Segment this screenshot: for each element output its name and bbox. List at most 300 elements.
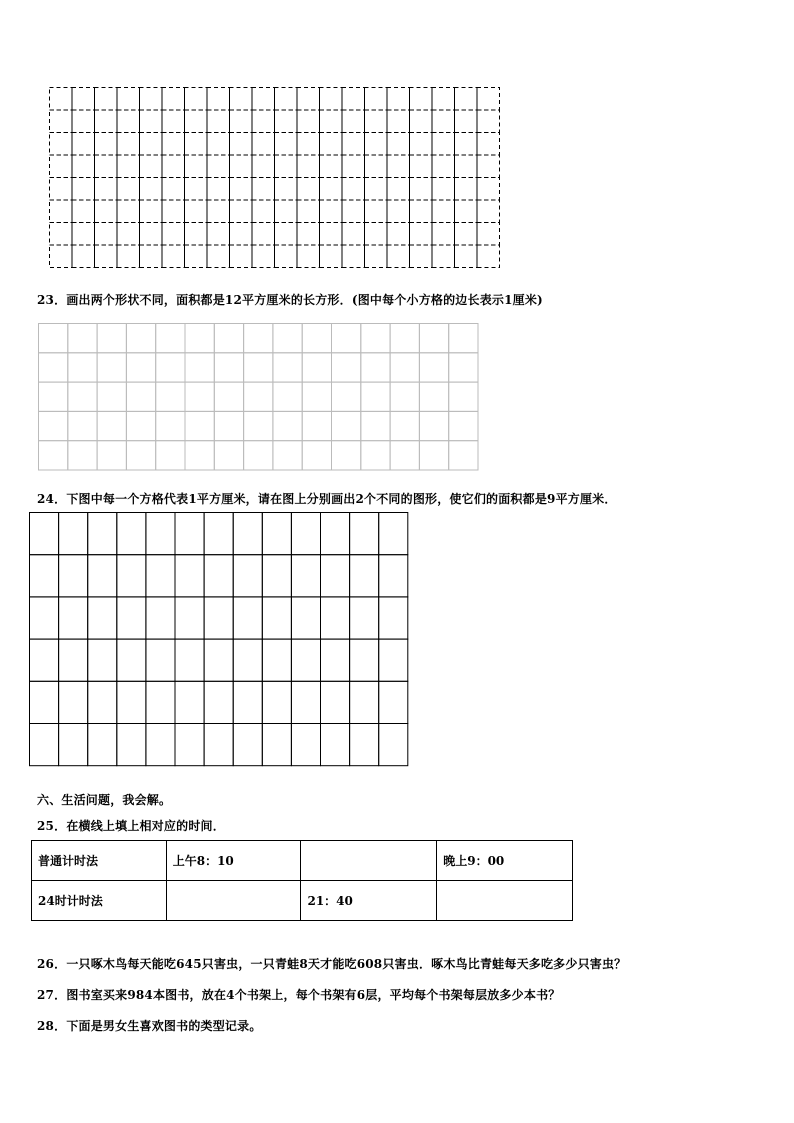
grid-cell xyxy=(342,223,365,246)
grid-cell xyxy=(342,155,365,178)
grid-cell xyxy=(379,555,408,597)
grid-cell xyxy=(233,681,262,723)
grid-cell xyxy=(390,353,419,382)
grid-cell xyxy=(88,724,117,766)
grid-cell xyxy=(350,555,379,597)
grid-cell xyxy=(207,200,230,223)
grid-cell xyxy=(126,353,155,382)
grid-cell xyxy=(233,555,262,597)
grid-cell xyxy=(275,178,298,201)
grid-cell xyxy=(342,88,365,111)
grid-cell xyxy=(146,639,175,681)
grid-cell xyxy=(50,178,73,201)
grid-cell xyxy=(297,133,320,156)
answer-cell[interactable] xyxy=(166,881,301,921)
grid-cell xyxy=(379,513,408,555)
grid-cell xyxy=(275,133,298,156)
grid-cell xyxy=(50,155,73,178)
grid-cell xyxy=(50,110,73,133)
grid-cell xyxy=(146,681,175,723)
question-number: 23 xyxy=(37,293,55,307)
grid-cell xyxy=(262,681,291,723)
grid-cell xyxy=(297,110,320,133)
grid-cell xyxy=(262,597,291,639)
grid-cell xyxy=(207,245,230,268)
grid-cell xyxy=(379,639,408,681)
grid-cell xyxy=(230,110,253,133)
grid-cell xyxy=(30,724,59,766)
grid-cell xyxy=(342,110,365,133)
grid-cell xyxy=(117,200,140,223)
grid-cell xyxy=(214,382,243,411)
grid-cell xyxy=(30,639,59,681)
grid-cell xyxy=(365,88,388,111)
grid-cell xyxy=(477,88,500,111)
grid-cell xyxy=(50,133,73,156)
grid-cell xyxy=(291,597,320,639)
grid-cell xyxy=(455,200,478,223)
grid-cell xyxy=(50,223,73,246)
grid-cell xyxy=(252,155,275,178)
grid-cell xyxy=(342,133,365,156)
grid-cell xyxy=(410,110,433,133)
grid-cell xyxy=(419,441,448,470)
grid-cell xyxy=(365,155,388,178)
grid-cell xyxy=(95,110,118,133)
grid-cell xyxy=(95,155,118,178)
grid-cell xyxy=(244,411,273,440)
grid-cell xyxy=(117,639,146,681)
grid-cell xyxy=(332,324,361,353)
grid-cell xyxy=(185,223,208,246)
grid-cell xyxy=(126,411,155,440)
grid-cell xyxy=(95,223,118,246)
grid-cell xyxy=(273,382,302,411)
grid-cell xyxy=(387,245,410,268)
grid-cell xyxy=(275,200,298,223)
grid-cell xyxy=(72,245,95,268)
grid-cell xyxy=(321,724,350,766)
grid-cell xyxy=(162,200,185,223)
grid-cell xyxy=(350,639,379,681)
grid-cell xyxy=(387,178,410,201)
answer-cell[interactable] xyxy=(301,841,437,881)
grid-cell xyxy=(275,88,298,111)
grid-cell xyxy=(207,178,230,201)
grid-cell xyxy=(88,681,117,723)
grid-cell xyxy=(273,441,302,470)
grid-cell xyxy=(207,110,230,133)
grid-cell xyxy=(117,223,140,246)
grid-cell xyxy=(455,88,478,111)
grid-cell xyxy=(185,155,208,178)
grid-cell xyxy=(252,133,275,156)
grid-cell xyxy=(117,133,140,156)
grid-cell xyxy=(204,513,233,555)
grid-cell xyxy=(419,382,448,411)
section-title: 六、生活问题，我会解。 xyxy=(37,793,172,807)
grid-cell xyxy=(95,178,118,201)
grid-cell xyxy=(72,110,95,133)
grid-cell xyxy=(156,382,185,411)
grid-cell xyxy=(477,110,500,133)
grid-cell xyxy=(449,324,478,353)
grid-cell xyxy=(88,639,117,681)
grid-cell xyxy=(117,110,140,133)
grid-cell xyxy=(230,88,253,111)
grid-cell xyxy=(162,155,185,178)
grid-cell xyxy=(252,88,275,111)
grid-cell xyxy=(449,411,478,440)
grid-cell xyxy=(204,724,233,766)
table-row xyxy=(32,881,573,921)
grid-cell xyxy=(117,724,146,766)
grid-cell xyxy=(342,200,365,223)
grid-cell xyxy=(68,324,97,353)
grid-cell xyxy=(207,88,230,111)
grid-cell xyxy=(390,382,419,411)
grid-cell xyxy=(214,411,243,440)
grid-cell xyxy=(117,597,146,639)
grid-cell xyxy=(185,382,214,411)
grid-cell xyxy=(72,200,95,223)
grid-cell xyxy=(59,681,88,723)
grid-cell xyxy=(162,245,185,268)
question-text: 在横线上填上相对应的时间． xyxy=(66,819,225,833)
question-28: 28．下面是男女生喜欢图书的类型记录。 xyxy=(37,1019,262,1033)
grid-cell xyxy=(140,245,163,268)
grid-cell xyxy=(162,178,185,201)
grid-cell xyxy=(185,110,208,133)
grid-cell xyxy=(140,178,163,201)
grid-cell xyxy=(244,324,273,353)
answer-cell[interactable] xyxy=(437,881,573,921)
grid-cell xyxy=(291,639,320,681)
grid-cell xyxy=(320,88,343,111)
grid-cell xyxy=(230,223,253,246)
grid-cell xyxy=(410,245,433,268)
grid-cell xyxy=(230,155,253,178)
grid-cell xyxy=(387,223,410,246)
grid-cell xyxy=(262,513,291,555)
grid-cell xyxy=(419,353,448,382)
grid-cell xyxy=(185,353,214,382)
grid-cell xyxy=(432,133,455,156)
grid-cell xyxy=(59,724,88,766)
grid-cell xyxy=(252,200,275,223)
grid-cell xyxy=(379,681,408,723)
grid-cell xyxy=(320,155,343,178)
grid-cell xyxy=(97,324,126,353)
grid-cell xyxy=(387,200,410,223)
grid-cell xyxy=(332,382,361,411)
grid-cell xyxy=(185,133,208,156)
grid-cell xyxy=(252,223,275,246)
grid-cell xyxy=(320,200,343,223)
grid-cell xyxy=(291,555,320,597)
grid-cell xyxy=(126,324,155,353)
grid-cell xyxy=(320,245,343,268)
grid-cell xyxy=(410,178,433,201)
grid-cell xyxy=(252,110,275,133)
grid-cell xyxy=(244,353,273,382)
grid-cell xyxy=(50,88,73,111)
grid-cell xyxy=(432,245,455,268)
grid-cell xyxy=(291,513,320,555)
grid-cell xyxy=(97,441,126,470)
grid-cell xyxy=(432,178,455,201)
grid-cell xyxy=(140,133,163,156)
grid-cell xyxy=(214,441,243,470)
grid-cell xyxy=(175,513,204,555)
question-text: 图书室买来984本图书，放在4个书架上，每个书架有6层，平均每个书架每层放多少本书？ xyxy=(66,988,561,1002)
grid-cell xyxy=(175,681,204,723)
grid-cell xyxy=(262,724,291,766)
grid-cell xyxy=(332,441,361,470)
grid-cell xyxy=(297,178,320,201)
grid-cell xyxy=(230,178,253,201)
grid-cell xyxy=(390,441,419,470)
grid-cell xyxy=(321,513,350,555)
grid-cell xyxy=(365,133,388,156)
grid-cell xyxy=(387,110,410,133)
grid-cell xyxy=(72,178,95,201)
grid-cell xyxy=(126,382,155,411)
grid-cell xyxy=(146,597,175,639)
grid-cell xyxy=(387,133,410,156)
grid-cell xyxy=(233,724,262,766)
grid-cell xyxy=(361,353,390,382)
grid-cell xyxy=(419,324,448,353)
grid-cell xyxy=(365,245,388,268)
grid-cell xyxy=(162,88,185,111)
grid-cell xyxy=(140,88,163,111)
grid-cell xyxy=(410,155,433,178)
grid-cell xyxy=(275,110,298,133)
grid-cell xyxy=(156,324,185,353)
table-cell: 21：40 xyxy=(301,881,437,921)
grid-cell xyxy=(477,155,500,178)
grid-cell xyxy=(410,88,433,111)
grid-cell xyxy=(214,353,243,382)
grid-cell xyxy=(59,555,88,597)
grid-cell xyxy=(68,411,97,440)
grid-cell xyxy=(455,245,478,268)
grid-cell xyxy=(244,441,273,470)
grid-cell xyxy=(140,155,163,178)
grid-cell xyxy=(350,681,379,723)
grid-cell xyxy=(262,639,291,681)
grid-cell xyxy=(185,88,208,111)
grid-cell xyxy=(30,681,59,723)
grid-cell xyxy=(275,245,298,268)
grid-cell xyxy=(207,223,230,246)
question-number: 27 xyxy=(37,988,55,1002)
question-text: 下图中每一个方格代表1平方厘米，请在图上分别画出2个不同的图形，使它们的面积都是9平方厘米． xyxy=(66,492,617,506)
grid-cell xyxy=(350,597,379,639)
grid-cell xyxy=(72,133,95,156)
grid-cell xyxy=(117,245,140,268)
grid-cell xyxy=(477,200,500,223)
grid-cell xyxy=(297,200,320,223)
grid-cell xyxy=(449,353,478,382)
grid-cell xyxy=(365,178,388,201)
grid-cell xyxy=(273,411,302,440)
grid-cell xyxy=(350,513,379,555)
grid-cell xyxy=(88,555,117,597)
grid-cell xyxy=(455,133,478,156)
table-row xyxy=(32,841,573,881)
grid-cell xyxy=(97,382,126,411)
grid-cell xyxy=(342,245,365,268)
grid-cell xyxy=(275,223,298,246)
grid-cell xyxy=(204,597,233,639)
table-cell: 24时计时法 xyxy=(32,881,167,921)
grid-cell xyxy=(262,555,291,597)
grid-cell xyxy=(365,200,388,223)
grid-cell xyxy=(117,513,146,555)
grid-cell xyxy=(252,178,275,201)
grid-cell xyxy=(230,245,253,268)
grid-cell xyxy=(214,324,243,353)
grid-cell xyxy=(410,200,433,223)
grid-cell xyxy=(72,223,95,246)
grid-cell xyxy=(117,155,140,178)
grid-cell xyxy=(39,382,68,411)
grid-cell xyxy=(379,597,408,639)
grid-cell xyxy=(302,411,331,440)
grid-cell xyxy=(361,411,390,440)
grid-cell xyxy=(72,88,95,111)
grid-cell xyxy=(140,110,163,133)
grid-cell xyxy=(361,324,390,353)
grid-cell xyxy=(361,441,390,470)
question-23: 23．画出两个形状不同，面积都是12平方厘米的长方形．(图中每个小方格的边长表示1厘米) xyxy=(37,293,543,307)
question-number: 25 xyxy=(37,819,55,833)
grid-cell xyxy=(207,155,230,178)
grid-cell xyxy=(302,353,331,382)
grid-cell xyxy=(30,597,59,639)
grid-cell xyxy=(146,513,175,555)
question-27: 27．图书室买来984本图书，放在4个书架上，每个书架有6层，平均每个书架每层放多少本书？ xyxy=(37,988,561,1002)
grid-cell xyxy=(146,724,175,766)
grid-cell xyxy=(50,200,73,223)
grid-cell xyxy=(449,441,478,470)
table-cell: 上午8：10 xyxy=(166,841,301,881)
grid-cell xyxy=(321,555,350,597)
grid-cell xyxy=(432,110,455,133)
grid-cell xyxy=(50,245,73,268)
grid-cell xyxy=(432,88,455,111)
grid-cell xyxy=(39,411,68,440)
grid-cell xyxy=(117,681,146,723)
grid-cell xyxy=(365,223,388,246)
grid-cell xyxy=(361,382,390,411)
grid-cell xyxy=(432,200,455,223)
grid-cell xyxy=(321,597,350,639)
grid-cell xyxy=(252,245,275,268)
question-text: 画出两个形状不同，面积都是12平方厘米的长方形．(图中每个小方格的边长表示1厘米) xyxy=(66,293,543,307)
grid-cell xyxy=(291,724,320,766)
grid-cell xyxy=(126,441,155,470)
grid-cell xyxy=(387,155,410,178)
question-number: 28 xyxy=(37,1019,55,1033)
grid-cell xyxy=(297,223,320,246)
grid-cell xyxy=(321,681,350,723)
grid-cell xyxy=(156,353,185,382)
grid-cell xyxy=(30,555,59,597)
grid-cell xyxy=(332,353,361,382)
grid-cell xyxy=(59,597,88,639)
grid-cell xyxy=(432,223,455,246)
grid-cell xyxy=(233,597,262,639)
grid-cell xyxy=(297,155,320,178)
grid-cell xyxy=(59,639,88,681)
time-table xyxy=(31,840,573,921)
grid-cell xyxy=(88,513,117,555)
table-cell: 晚上9：00 xyxy=(437,841,573,881)
grid-cell xyxy=(455,155,478,178)
question-number: 26 xyxy=(37,957,55,971)
grid-cell xyxy=(39,441,68,470)
grid-cell xyxy=(291,681,320,723)
grid-cell xyxy=(39,324,68,353)
grid-cell xyxy=(342,178,365,201)
grid-cell xyxy=(185,441,214,470)
grid-cell xyxy=(30,513,59,555)
grid-cell xyxy=(455,110,478,133)
grid-cell xyxy=(68,382,97,411)
grid-cell xyxy=(230,200,253,223)
grid-cell xyxy=(72,155,95,178)
grid-cell xyxy=(477,133,500,156)
grid-cell xyxy=(162,133,185,156)
grid-cell xyxy=(88,597,117,639)
grid-cell xyxy=(302,324,331,353)
grid-cell xyxy=(185,324,214,353)
grid-cell xyxy=(97,411,126,440)
grid-cell xyxy=(140,223,163,246)
grid-cell xyxy=(117,178,140,201)
grid-cell xyxy=(387,88,410,111)
grid-cell xyxy=(302,441,331,470)
grid-cell xyxy=(95,133,118,156)
grid-cell xyxy=(419,411,448,440)
grid-cell xyxy=(390,411,419,440)
grid-cell xyxy=(185,200,208,223)
grid-cell xyxy=(244,382,273,411)
grid-cell xyxy=(117,88,140,111)
grid-cell xyxy=(95,200,118,223)
grid-cell xyxy=(204,639,233,681)
grid-cell xyxy=(410,223,433,246)
grid-cell xyxy=(233,513,262,555)
question-number: 24 xyxy=(37,492,55,506)
grid-cell xyxy=(95,88,118,111)
question-text: 一只啄木鸟每天能吃645只害虫，一只青蛙8天才能吃608只害虫．啄木鸟比青蛙每天多吃多少只害虫？ xyxy=(66,957,627,971)
grid-cell xyxy=(273,324,302,353)
grid-cell xyxy=(297,88,320,111)
question-26: 26．一只啄木鸟每天能吃645只害虫，一只青蛙8天才能吃608只害虫．啄木鸟比青蛙每天多吃多少只害虫？ xyxy=(37,957,627,971)
grid-cell xyxy=(350,724,379,766)
grid-cell xyxy=(117,555,146,597)
grid-cell xyxy=(455,178,478,201)
grid-cell xyxy=(477,245,500,268)
grid-cell xyxy=(146,555,175,597)
grid-cell xyxy=(156,411,185,440)
grid-cell xyxy=(185,178,208,201)
grid-cell xyxy=(449,382,478,411)
